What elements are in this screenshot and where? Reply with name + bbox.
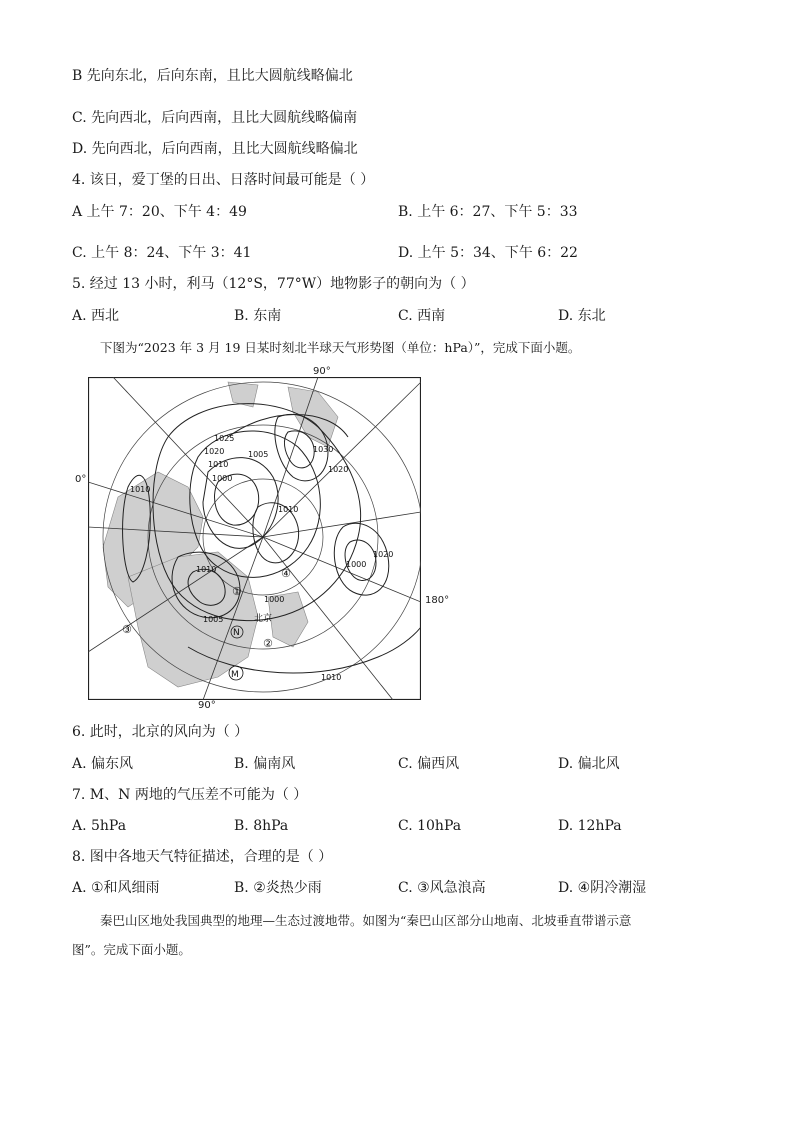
isobar-label: 1010 [321,673,342,682]
q3-option-b: B 先向东北，后向东南，且比大圆航线略偏北 [72,68,353,84]
q7-option-b: B. 8hPa [234,818,289,834]
marker-3: ③ [122,623,132,636]
q7-option-c: C. 10hPa [398,818,462,834]
marker-n: N [233,628,240,638]
isobar-label: 1005 [203,615,224,624]
q8-option-d: D. ④阴冷潮湿 [558,880,647,896]
q5-option-c: C. 西南 [398,308,446,324]
q6-stem: 6. 此时，北京的风向为（ ） [72,724,249,740]
q7-option-d: D. 12hPa [558,818,622,834]
q7-stem: 7. M、N 两地的气压差不可能为（ ） [72,787,308,803]
q8-option-c: C. ③风急浪高 [398,880,486,896]
marker-1: ① [232,585,242,598]
q4-option-b: B. 上午 6：27、下午 5：33 [398,204,578,220]
isobar-label: 1010 [130,485,151,494]
isobar-label: 1000 [346,560,367,569]
isobar-label: 1000 [264,595,285,604]
isobar-label: 1030 [313,445,334,454]
marker-2: ② [263,637,273,650]
isobar-label: 1000 [212,474,233,483]
isobar-label: 1025 [214,434,235,443]
q4-stem: 4. 该日，爱丁堡的日出、日落时间最可能是（ ） [72,172,375,188]
map-lon-right: 180° [425,595,450,606]
map-intro: 下图为“2023 年 3 月 19 日某时刻北半球天气形势图（单位：hPa）”，完成下面小题。 [100,340,581,355]
map-lon-bottom: 90° [198,700,216,711]
qinba-intro-line2: 图”。完成下面小题。 [72,942,191,957]
isobar-label: 1010 [208,460,229,469]
q5-option-b: B. 东南 [234,308,282,324]
isobar-label: 1005 [248,450,269,459]
q6-option-c: C. 偏西风 [398,756,460,772]
q6-option-a: A. 偏东风 [72,756,134,772]
q6-option-d: D. 偏北风 [558,756,620,772]
q4-option-d: D. 上午 5：34、下午 6：22 [398,245,578,261]
map-lon-left: 0° [75,474,87,485]
q8-option-a: A. ①和风细雨 [72,880,160,896]
q6-option-b: B. 偏南风 [234,756,296,772]
q8-option-b: B. ②炎热少雨 [234,880,322,896]
q5-option-d: D. 东北 [558,308,606,324]
marker-4: ④ [281,567,291,580]
city-beijing: 北京 [254,614,273,624]
marker-m: M [231,670,239,680]
qinba-intro-line1: 秦巴山区地处我国典型的地理—生态过渡地带。如图为“秦巴山区部分山地南、北坡垂直带谱示意 [100,913,632,928]
weather-map [88,377,421,700]
q4-option-a: A 上午 7：20、下午 4：49 [72,204,247,220]
q7-option-a: A. 5hPa [72,818,127,834]
q3-option-d: D. 先向西北，后向西南，且比大圆航线略偏北 [72,141,358,157]
isobar-label: 1020 [204,447,225,456]
isobar-label: 1020 [373,550,394,559]
q4-option-c: C. 上午 8：24、下午 3：41 [72,245,252,261]
map-lon-top: 90° [313,366,331,377]
isobar-label: 1010 [196,565,217,574]
q5-option-a: A. 西北 [72,308,120,324]
q8-stem: 8. 图中各地天气特征描述，合理的是（ ） [72,849,333,865]
isobar-label: 1020 [328,465,349,474]
isobar-label: 1010 [278,505,299,514]
q5-stem: 5. 经过 13 小时，利马（12°S，77°W）地物影子的朝向为（ ） [72,276,475,292]
q3-option-c: C. 先向西北，后向西南，且比大圆航线略偏南 [72,110,358,126]
